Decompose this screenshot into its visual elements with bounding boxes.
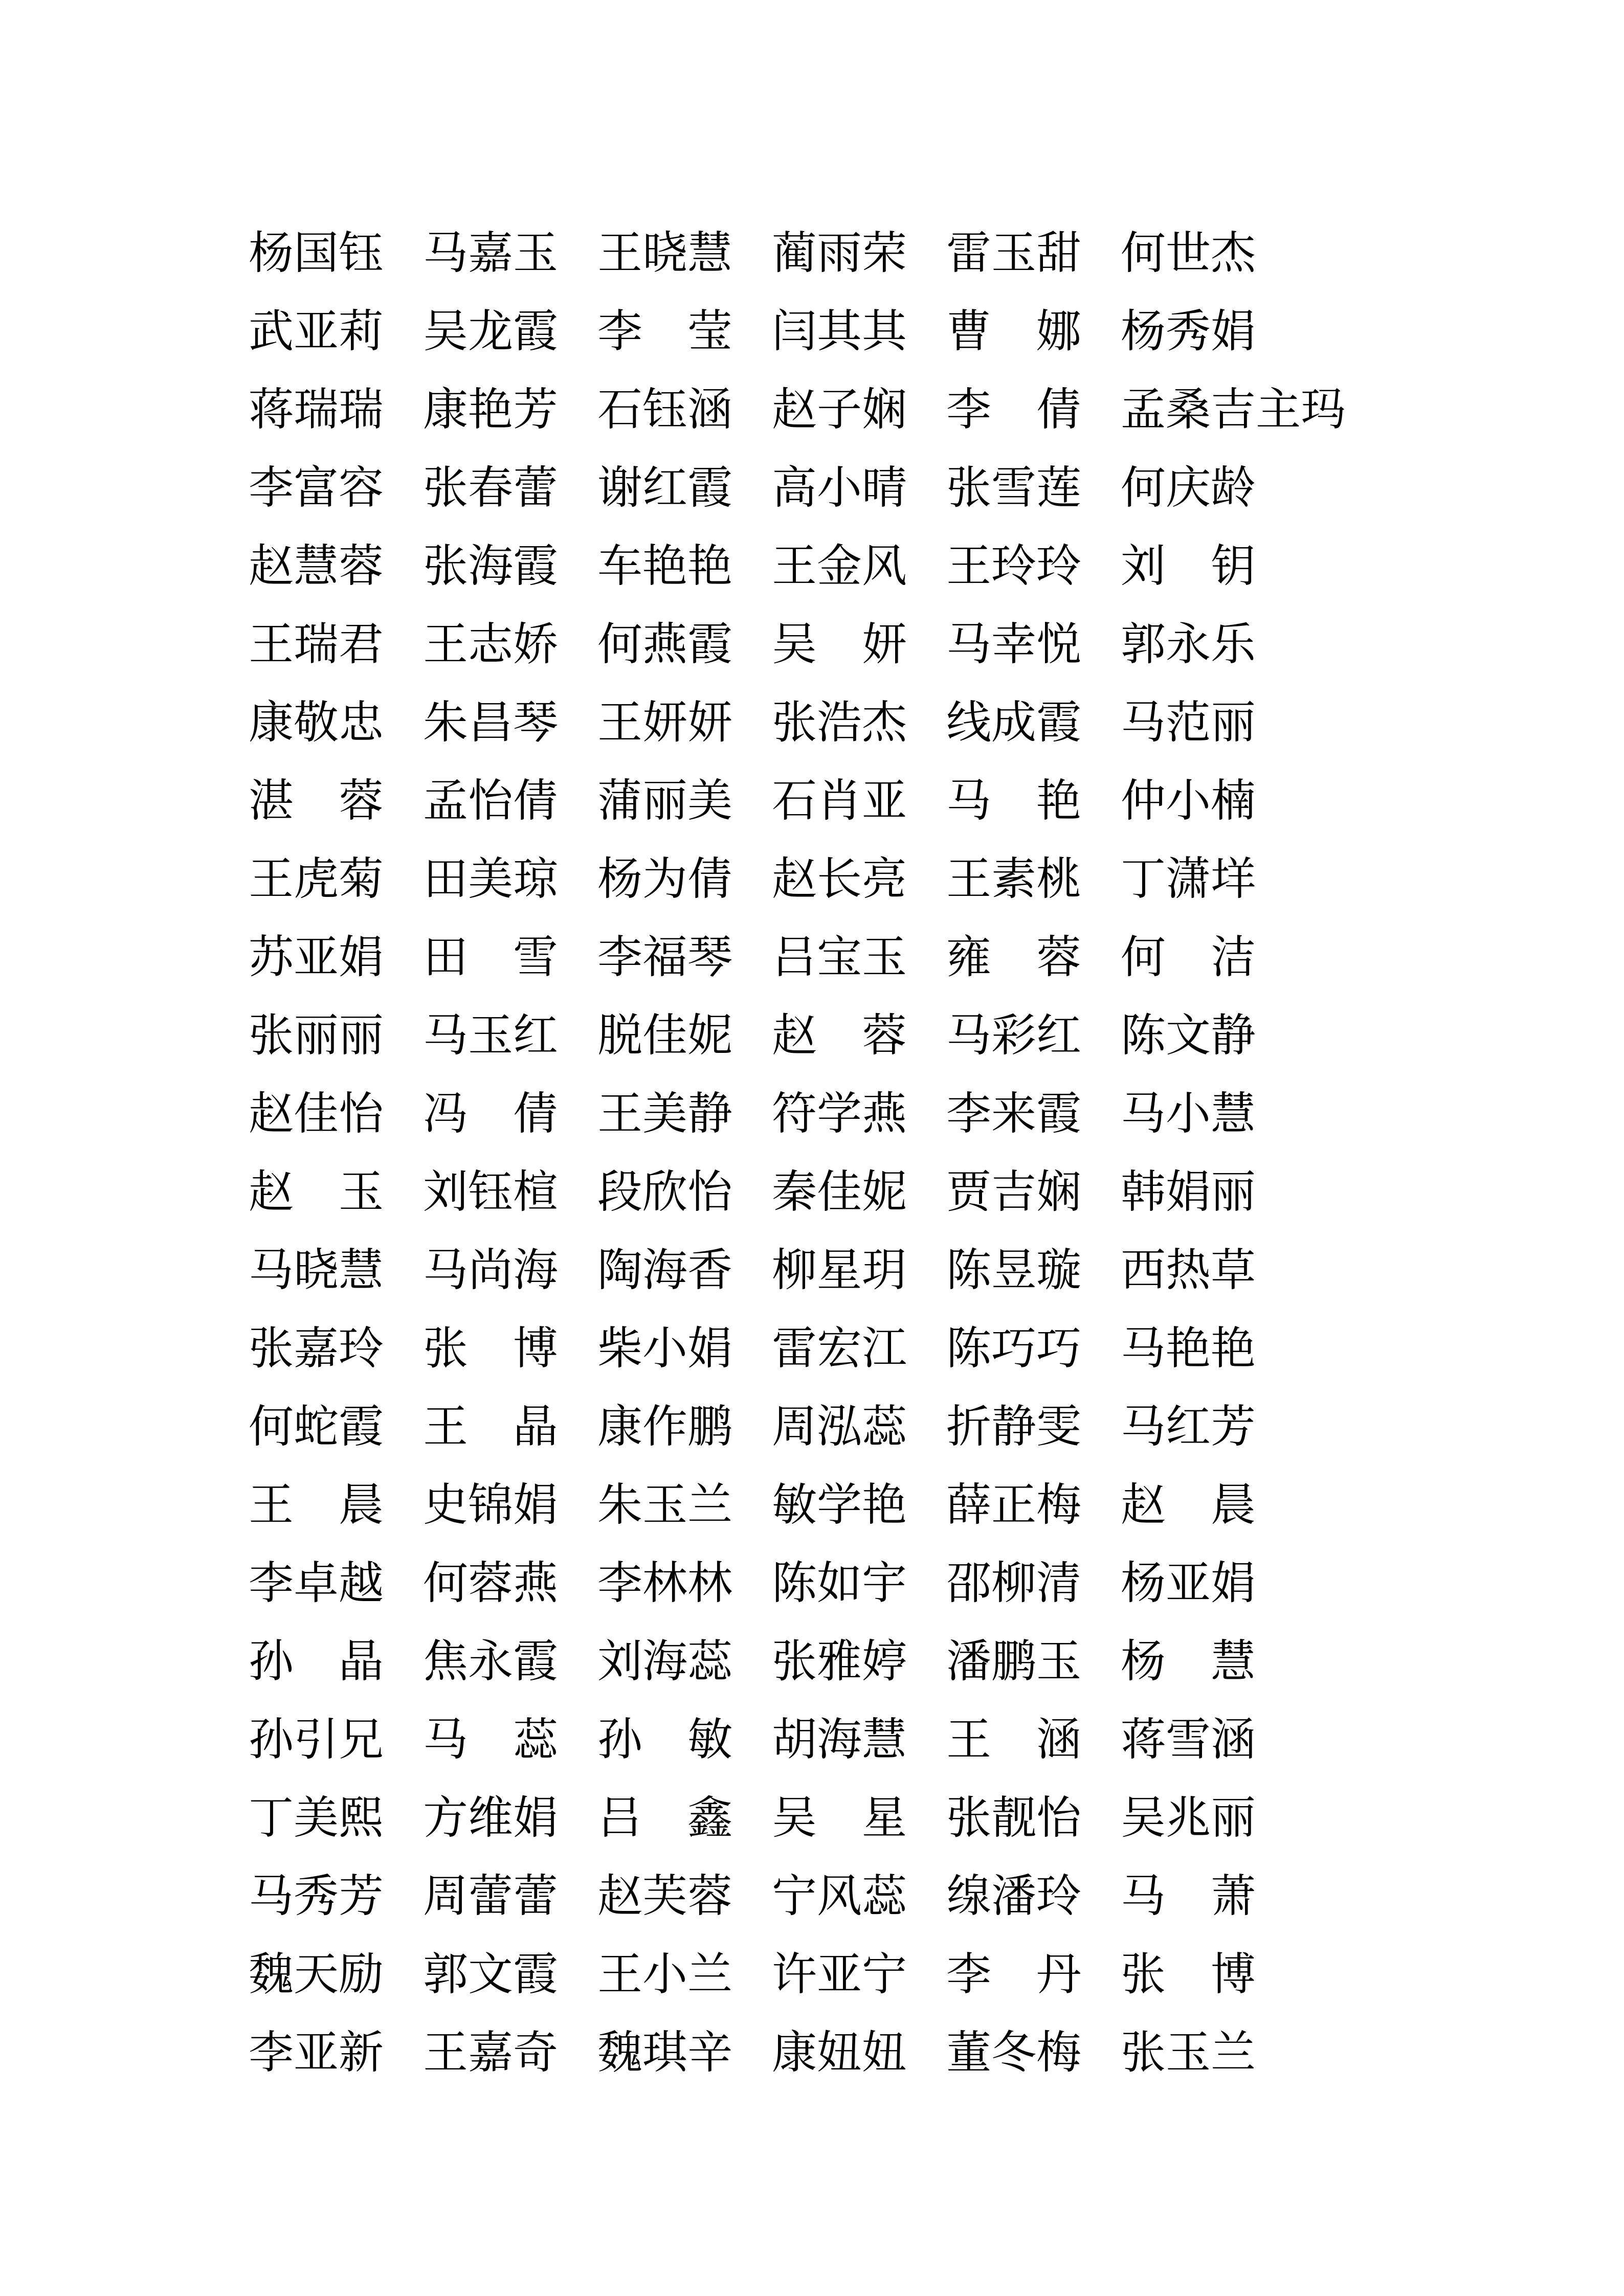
name-cell: 何蛇霞 [249, 1402, 384, 1452]
name-cell: 朱玉兰 [597, 1480, 733, 1530]
name-cell: 西热草 [1121, 1246, 1256, 1296]
name-cell: 魏天励 [249, 1950, 384, 2000]
name-cell: 王妍妍 [597, 698, 733, 748]
name-cell: 康作鹏 [597, 1402, 733, 1452]
name-cell: 王 涵 [946, 1715, 1082, 1765]
name-cell: 马 萧 [1121, 1872, 1256, 1922]
name-row [249, 215, 1256, 293]
name-cell: 朱昌琴 [423, 698, 559, 748]
name-cell: 宁风蕊 [772, 1872, 907, 1922]
name-row [249, 606, 1256, 684]
name-cell: 陈文静 [1121, 1011, 1256, 1061]
name-cell: 吕 鑫 [597, 1793, 733, 1843]
name-cell: 王虎菊 [249, 854, 384, 905]
name-cell: 湛 蓉 [249, 776, 384, 826]
name-cell: 张雅婷 [772, 1637, 907, 1687]
name-row [249, 997, 1256, 1075]
name-cell: 马红芳 [1121, 1402, 1256, 1452]
name-cell: 秦佳妮 [772, 1167, 907, 1218]
name-cell: 何庆龄 [1121, 463, 1256, 513]
name-cell: 缐潘玲 [946, 1872, 1082, 1922]
name-cell: 薛正梅 [946, 1480, 1082, 1530]
name-cell: 李富容 [249, 463, 384, 513]
name-cell: 丁美熙 [249, 1793, 384, 1843]
name-cell: 陈巧巧 [946, 1324, 1082, 1374]
name-row [249, 1780, 1256, 1858]
name-cell: 王金风 [772, 542, 907, 592]
name-row [249, 1388, 1256, 1467]
name-row [249, 1075, 1256, 1154]
name-cell: 吴 妍 [772, 620, 907, 670]
name-row [249, 1545, 1256, 1623]
name-cell: 张 博 [1121, 1950, 1256, 2000]
name-row [249, 1936, 1256, 2014]
name-cell: 许亚宁 [772, 1950, 907, 2000]
name-cell: 胡海慧 [772, 1715, 907, 1765]
name-cell: 马小慧 [1121, 1089, 1256, 1139]
name-cell: 杨秀娟 [1121, 307, 1256, 357]
name-row [249, 1310, 1256, 1388]
name-cell: 仲小楠 [1121, 776, 1256, 826]
name-cell: 石钰涵 [597, 385, 733, 435]
name-row [249, 528, 1256, 606]
name-cell: 李林林 [597, 1559, 733, 1609]
name-cell: 王美静 [597, 1089, 733, 1139]
name-cell: 孟桑吉主玛 [1121, 385, 1346, 435]
name-cell: 杨为倩 [597, 854, 733, 905]
name-cell: 石肖亚 [772, 776, 907, 826]
name-cell: 何蓉燕 [423, 1559, 559, 1609]
name-cell: 康妞妞 [772, 2028, 907, 2078]
name-cell: 马晓慧 [249, 1246, 384, 1296]
name-cell: 马秀芳 [249, 1872, 384, 1922]
name-cell: 刘海蕊 [597, 1637, 733, 1687]
name-cell: 吴龙霞 [423, 307, 559, 357]
name-cell: 王素桃 [946, 854, 1082, 905]
name-cell: 康艳芳 [423, 385, 559, 435]
name-cell: 丁潇垟 [1121, 854, 1256, 905]
name-cell: 武亚莉 [249, 307, 384, 357]
names-grid [249, 215, 1346, 2092]
name-cell: 李福琴 [597, 933, 733, 983]
name-cell: 冯 倩 [423, 1089, 559, 1139]
name-cell: 赵子娴 [772, 385, 907, 435]
name-cell: 杨 慧 [1121, 1637, 1256, 1687]
name-cell: 张浩杰 [772, 698, 907, 748]
name-row [249, 1154, 1256, 1232]
name-row [249, 762, 1256, 841]
name-cell: 潘鹏玉 [946, 1637, 1082, 1687]
name-cell: 周蕾蕾 [423, 1872, 559, 1922]
name-row [249, 1232, 1256, 1310]
name-cell: 吕宝玉 [772, 933, 907, 983]
name-cell: 车艳艳 [597, 542, 733, 592]
name-cell: 赵长亮 [772, 854, 907, 905]
name-cell: 张雪莲 [946, 463, 1082, 513]
name-cell: 张丽丽 [249, 1011, 384, 1061]
name-cell: 孟怡倩 [423, 776, 559, 826]
name-cell: 孙 晶 [249, 1637, 384, 1687]
name-cell: 高小晴 [772, 463, 907, 513]
name-row [249, 684, 1256, 762]
name-cell: 何 洁 [1121, 933, 1256, 983]
name-cell: 线成霞 [946, 698, 1082, 748]
name-cell: 马尚海 [423, 1246, 559, 1296]
name-cell: 李 丹 [946, 1950, 1082, 2000]
name-cell: 蒋瑞瑞 [249, 385, 384, 435]
name-cell: 马幸悦 [946, 620, 1082, 670]
name-row [249, 919, 1256, 997]
name-cell: 吴兆丽 [1121, 1793, 1256, 1843]
name-cell: 曹 娜 [946, 307, 1082, 357]
name-cell: 张 博 [423, 1324, 559, 1374]
name-row [249, 371, 1346, 449]
name-row [249, 1858, 1256, 1936]
name-cell: 王玲玲 [946, 542, 1082, 592]
name-row [249, 841, 1256, 919]
name-cell: 何世杰 [1121, 229, 1256, 279]
name-cell: 周泓蕊 [772, 1402, 907, 1452]
name-cell: 陈如宇 [772, 1559, 907, 1609]
name-cell: 李来霞 [946, 1089, 1082, 1139]
name-cell: 马艳艳 [1121, 1324, 1256, 1374]
name-cell: 孙 敏 [597, 1715, 733, 1765]
name-cell: 刘 钥 [1121, 542, 1256, 592]
name-cell: 孙引兄 [249, 1715, 384, 1765]
name-cell: 马玉红 [423, 1011, 559, 1061]
name-cell: 杨亚娟 [1121, 1559, 1256, 1609]
name-cell: 赵慧蓉 [249, 542, 384, 592]
name-cell: 贾吉娴 [946, 1167, 1082, 1218]
name-cell: 陈昱璇 [946, 1246, 1082, 1296]
name-cell: 马 蕊 [423, 1715, 559, 1765]
name-cell: 王瑞君 [249, 620, 384, 670]
name-cell: 陶海香 [597, 1246, 733, 1296]
name-cell: 魏琪辛 [597, 2028, 733, 2078]
name-row [249, 1467, 1256, 1545]
name-cell: 马彩红 [946, 1011, 1082, 1061]
name-cell: 吴 星 [772, 1793, 907, 1843]
name-cell: 雍 蓉 [946, 933, 1082, 983]
name-cell: 田 雪 [423, 933, 559, 983]
name-cell: 李 莹 [597, 307, 733, 357]
name-cell: 王晓慧 [597, 229, 733, 279]
name-cell: 段欣怡 [597, 1167, 733, 1218]
name-cell: 董冬梅 [946, 2028, 1082, 2078]
name-cell: 赵 蓉 [772, 1011, 907, 1061]
name-row [249, 293, 1256, 371]
name-cell: 刘钰楦 [423, 1167, 559, 1218]
name-cell: 何燕霞 [597, 620, 733, 670]
name-row [249, 1701, 1256, 1780]
name-cell: 脱佳妮 [597, 1011, 733, 1061]
name-cell: 邵柳清 [946, 1559, 1082, 1609]
name-cell: 王 晨 [249, 1480, 384, 1530]
name-cell: 张海霞 [423, 542, 559, 592]
name-row [249, 2014, 1256, 2092]
name-cell: 张春蕾 [423, 463, 559, 513]
name-cell: 王小兰 [597, 1950, 733, 2000]
name-cell: 郭文霞 [423, 1950, 559, 2000]
name-cell: 康敬忠 [249, 698, 384, 748]
name-cell: 折静雯 [946, 1402, 1082, 1452]
name-cell: 李亚新 [249, 2028, 384, 2078]
name-cell: 雷玉甜 [946, 229, 1082, 279]
name-cell: 史锦娟 [423, 1480, 559, 1530]
name-cell: 闫其其 [772, 307, 907, 357]
name-cell: 马嘉玉 [423, 229, 559, 279]
name-cell: 李卓越 [249, 1559, 384, 1609]
name-cell: 谢红霞 [597, 463, 733, 513]
name-cell: 郭永乐 [1121, 620, 1256, 670]
name-cell: 王 晶 [423, 1402, 559, 1452]
name-cell: 方维娟 [423, 1793, 559, 1843]
name-cell: 柴小娟 [597, 1324, 733, 1374]
name-cell: 马 艳 [946, 776, 1082, 826]
name-cell: 王嘉奇 [423, 2028, 559, 2078]
name-row [249, 1623, 1256, 1701]
name-cell: 韩娟丽 [1121, 1167, 1256, 1218]
name-cell: 赵 晨 [1121, 1480, 1256, 1530]
name-cell: 柳星玥 [772, 1246, 907, 1296]
name-cell: 李 倩 [946, 385, 1082, 435]
name-cell: 张嘉玲 [249, 1324, 384, 1374]
name-cell: 赵芙蓉 [597, 1872, 733, 1922]
name-cell: 杨国钰 [249, 229, 384, 279]
name-cell: 雷宏江 [772, 1324, 907, 1374]
name-cell: 马范丽 [1121, 698, 1256, 748]
name-cell: 王志娇 [423, 620, 559, 670]
name-cell: 蒲丽美 [597, 776, 733, 826]
name-cell: 田美琼 [423, 854, 559, 905]
name-cell: 赵佳怡 [249, 1089, 384, 1139]
name-cell: 蒋雪涵 [1121, 1715, 1256, 1765]
name-cell: 敏学艳 [772, 1480, 907, 1530]
name-cell: 蔺雨荣 [772, 229, 907, 279]
name-cell: 符学燕 [772, 1089, 907, 1139]
name-row [249, 449, 1256, 528]
name-cell: 焦永霞 [423, 1637, 559, 1687]
name-cell: 张靓怡 [946, 1793, 1082, 1843]
name-cell: 苏亚娟 [249, 933, 384, 983]
name-cell: 赵 玉 [249, 1167, 384, 1218]
name-cell: 张玉兰 [1121, 2028, 1256, 2078]
